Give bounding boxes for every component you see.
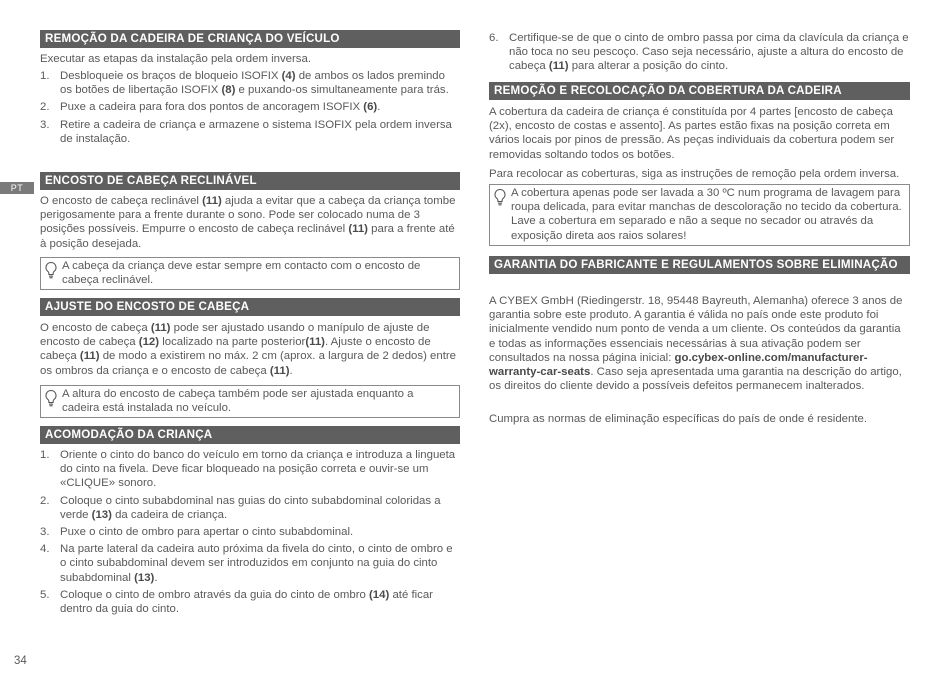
- list-item: 2. Puxe a cadeira para fora dos pontos de ancoragem ISOFIX (6).: [40, 101, 381, 114]
- list-item: 5. Coloque o cinto de ombro através da guia do cinto de ombro (14) até ficar dentro da guia do cinto.: [40, 588, 433, 616]
- list-item: 1. Oriente o cinto do banco do veículo em torno da criança e introduza a lingueta do cinto na fivela. Deve ficar bloqueado na posição correta e ouvir-se um «CLIQUE» sonoro.: [40, 449, 456, 490]
- note-box: A cabeça da criança deve estar sempre em contacto com o encosto de cabeça reclinável.: [40, 257, 460, 290]
- warranty-link[interactable]: go.cybex-online.com/manufacturer-warranty-car-seats: [489, 351, 868, 379]
- heading-headrest-adjust: AJUSTE DO ENCOSTO DE CABEÇA: [40, 298, 460, 316]
- heading-warranty: GARANTIA DO FABRICANTE E REGULAMENTOS SOBRE ELIMINAÇÃO: [489, 256, 910, 274]
- heading-child-seating: ACOMODAÇÃO DA CRIANÇA: [40, 426, 460, 444]
- note-box: A altura do encosto de cabeça também pode ser ajustada enquanto a cadeira está instalada no veículo.: [40, 385, 460, 418]
- heading-headrest-recline: ENCOSTO DE CABEÇA RECLINÁVEL: [40, 172, 460, 190]
- list-item: 1. Desbloqueie os braços de bloqueio ISOFIX (4) de ambos os lados premindo os botões de libertação ISOFIX (8) e puxando-os simultaneamente para trás.: [40, 70, 449, 97]
- seating-steps: [40, 448, 460, 619]
- removal-intro: Executar as etapas da instalação pela ordem inversa.: [40, 53, 312, 65]
- warranty-text: A CYBEX GmbH (Riedingerstr. 18, 95448 Bayreuth, Alemanha) oferece 3 anos de garantia sobre este produto. A garantia é válida no país onde este produto foi inicialmente vendido num ponto de venda a um cliente. Os conteúdos da garantia e todas as informações essenciais necessárias à sua ativação podem ser consultados na nossa página inicial: go.cybex-online.com/manufacturer-warranty-car-seats. Caso seja apresentada uma garantia na descrição do artigo, os direitos do cliente devido a possíveis defeitos permanecem inalterados.: [489, 295, 903, 393]
- list-item: 4. Na parte lateral da cadeira auto próxima da fivela do cinto, o cinto de ombro e o cinto subabdominal devem ser introduzidos em conjunto na guia do cinto subabdominal (13).: [40, 543, 453, 584]
- list-item: 6. Certifique-se de que o cinto de ombro passa por cima da clavícula da criança e não toca no seu pescoço. Caso seja necessário, ajuste a altura do encosto de cabeça (11) para alterar a posição do cinto.: [489, 32, 909, 73]
- heading-cover: REMOÇÃO E RECOLOCAÇÃO DA COBERTURA DA CADEIRA: [489, 82, 910, 100]
- language-tab: PT: [0, 182, 34, 194]
- page-number: 34: [14, 655, 27, 667]
- cover-text: A cobertura da cadeira de criança é constituída por 4 partes [encosto de cabeça (2x), encosto de costas e assento]. As partes estão fixas na posição correta em vários locais por pinos de pressão. As peças individuais da cobertura podem ser removidas soltando todos os botões.: [489, 106, 895, 161]
- note-box: A cobertura apenas pode ser lavada a 30 ºC num programa de lavagem para roupa delicada, para evitar manchas de descoloração no tecido da cobertura. Lave a cobertura em separado e não a seque no secador ou através da exposição direta aos raios solares!: [489, 184, 910, 246]
- lightbulb-icon: [493, 188, 507, 206]
- list-item: 3. Puxe o cinto de ombro para apertar o cinto subabdominal.: [40, 526, 354, 539]
- removal-steps: [40, 69, 460, 149]
- headrest-recline-text: O encosto de cabeça reclinável (11) ajuda a evitar que a cabeça da criança tombe perigosamente para a frente durante o sono. Pode ser colocado numa de 3 posições possíveis. Empurre o encosto de cabeça reclinável (11) para a frente até à posição desejada.: [40, 195, 456, 250]
- lightbulb-icon: [44, 261, 58, 279]
- seating-steps-continued: [489, 31, 910, 77]
- disposal-text: Cumpra as normas de eliminação específicas do país de onde é residente.: [489, 413, 868, 425]
- list-item: 2. Coloque o cinto subabdominal nas guias do cinto subabdominal coloridas a verde (13) da cadeira de criança.: [40, 494, 441, 521]
- headrest-adjust-text: O encosto de cabeça (11) pode ser ajustado usando o manípulo de ajuste de encosto de cabeça (12) localizado na parte posterior(11). Ajuste o encosto de cabeça (11) de modo a existirem no máx. 2 cm (aprox. a largura de 2 dedos) entre os ombros da criança e o encosto de cabeça (11).: [40, 322, 456, 377]
- list-item: 3. Retire a cadeira de criança e armazene o sistema ISOFIX pela ordem inversa de instalação.: [40, 118, 452, 145]
- lightbulb-icon: [44, 389, 58, 407]
- heading-removal: REMOÇÃO DA CADEIRA DE CRIANÇA DO VEÍCULO: [40, 30, 460, 48]
- cover-refit-text: Para recolocar as coberturas, siga as instruções de remoção pela ordem inversa.: [489, 168, 900, 180]
